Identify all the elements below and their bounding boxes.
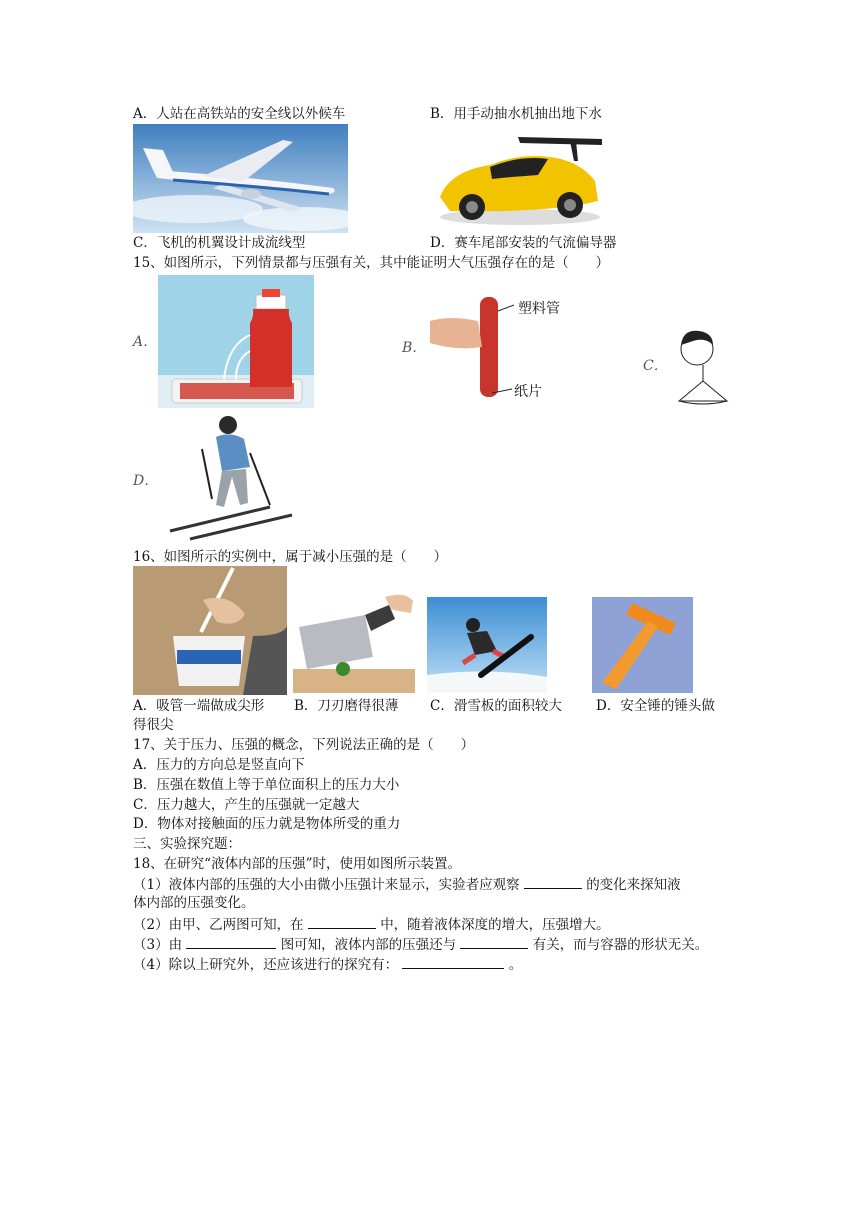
q15-label-b: B． (402, 340, 427, 356)
q18-blank-4[interactable] (460, 934, 528, 949)
snowboard-image (427, 597, 547, 693)
q15-label-d: D． (133, 473, 159, 489)
q14-option-a: A．人站在高铁站的安全线以外候车 (133, 106, 346, 122)
skier-image (166, 413, 296, 543)
q18-part1-continued: 体内部的压强变化。 (133, 895, 255, 911)
tube-label: 塑料管 (518, 301, 560, 317)
airplane-image (133, 124, 348, 233)
q18-blank-1[interactable] (524, 874, 582, 889)
q18-part4-text-b: 。 (508, 957, 523, 973)
q15-stem: 15、如图所示，下列情景都与压强有关，其中能证明大气压强存在的是（ ） (133, 255, 610, 271)
q18-stem: 18、在研究“液体内部的压强”时，使用如图所示装置。 (133, 856, 461, 872)
q18-blank-3[interactable] (186, 934, 276, 949)
boy-balloon-image (669, 321, 731, 407)
q16-option-a-continued: 得很尖 (133, 717, 174, 733)
bottle-image (158, 275, 314, 408)
q16-option-c: C．滑雪板的面积较大 (430, 698, 562, 714)
q18-part1-text-a: （1）液体内部的压强的大小由微小压强计来显示，实验者应观察 (133, 877, 520, 893)
q18-part2-text-b: 中，随着液体深度的增大，压强增大。 (380, 917, 610, 933)
q16-stem: 16、如图所示的实例中，属于减小压强的是（ ） (133, 549, 448, 565)
q18-part2-text-a: （2）由甲、乙两图可知，在 (133, 917, 304, 933)
safety-hammer-image (592, 597, 693, 693)
race-car-image (430, 131, 607, 229)
q16-option-a: A．吸管一端做成尖形 (133, 698, 265, 714)
knife-image (293, 591, 415, 693)
q18-part1 (133, 874, 681, 894)
q18-part3-text-c: 有关，而与容器的形状无关。 (532, 937, 709, 953)
q16-option-d: D．安全锤的锤头做 (596, 698, 715, 714)
q14-option-d: D．赛车尾部安装的气流偏导器 (430, 235, 617, 251)
q15-label-c: C． (643, 358, 668, 374)
q14-option-b: B．用手动抽水机抽出地下水 (430, 106, 602, 122)
q17-stem: 17、关于压力、压强的概念，下列说法正确的是（ ） (133, 737, 475, 753)
q14-option-c: C．飞机的机翼设计成流线型 (133, 235, 306, 251)
q18-part4-text-a: （4）除以上研究外，还应该进行的探究有： (133, 957, 399, 973)
q17-option-b: B．压强在数值上等于单位面积上的压力大小 (133, 777, 400, 793)
q18-part3 (133, 934, 708, 954)
q17-option-c: C．压力越大，产生的压强就一定越大 (133, 797, 360, 813)
section-heading: 三、实验探究题： (133, 836, 241, 852)
q17-option-a: A．压力的方向总是竖直向下 (133, 757, 305, 773)
paper-label: 纸片 (514, 384, 542, 400)
q18-part3-text-b: 图可知，液体内部的压强还与 (280, 937, 457, 953)
q15-label-a: A． (133, 334, 158, 350)
q18-part2 (133, 914, 610, 934)
straw-yogurt-image (133, 566, 287, 695)
q18-part4 (133, 954, 522, 974)
q18-part1-text-b: 的变化来探知液 (586, 877, 681, 893)
q17-option-d: D．物体对接触面的压力就是物体所受的重力 (133, 816, 401, 832)
q18-blank-2[interactable] (308, 914, 376, 929)
q18-part3-text-a: （3）由 (133, 937, 183, 953)
q16-option-b: B．刀刃磨得很薄 (294, 698, 399, 714)
q18-blank-5[interactable] (402, 954, 504, 969)
